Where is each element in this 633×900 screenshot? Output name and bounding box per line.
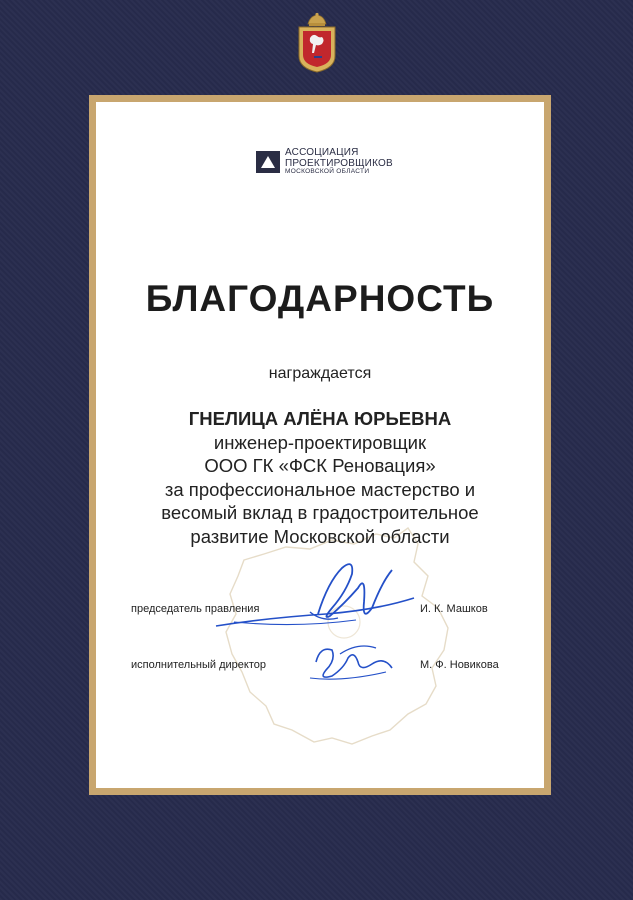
- awarded-label: награждается: [268, 365, 372, 382]
- signatory-role: председатель правления: [131, 603, 260, 615]
- logo-line-2: ПРОЕКТИРОВЩИКОВ: [285, 157, 393, 169]
- logo-line-3: МОСКОВСКОЙ ОБЛАСТИ: [285, 168, 370, 175]
- triangle-logo-icon: [256, 151, 280, 173]
- recipient-name: ГНЕЛИЦА АЛЁНА ЮРЬЕВНА: [188, 408, 452, 429]
- logo-text: [285, 148, 393, 176]
- recipient-position: инженер-проектировщик: [213, 431, 427, 453]
- signatory-name: М. Ф. Новикова: [420, 659, 499, 671]
- recipient-company: ООО ГК «ФСК Реновация»: [204, 455, 436, 476]
- recipient-block: [96, 407, 544, 548]
- signatory-role: исполнительный директор: [131, 659, 266, 671]
- logo-line-1: АССОЦИАЦИЯ: [285, 147, 359, 158]
- association-logo: [256, 148, 393, 176]
- certificate-sheet: [96, 102, 544, 788]
- signatory-name: И. К. Машков: [420, 603, 488, 615]
- award-reason-line-3: развитие Московской области: [190, 525, 450, 547]
- moscow-oblast-coat-of-arms-icon: [296, 12, 338, 74]
- certificate-title: БЛАГОДАРНОСТЬ: [145, 278, 495, 319]
- award-reason-line-1: за профессиональное мастерство и: [164, 478, 476, 500]
- award-reason-line-2: весомый вклад в градостроительное: [161, 502, 479, 523]
